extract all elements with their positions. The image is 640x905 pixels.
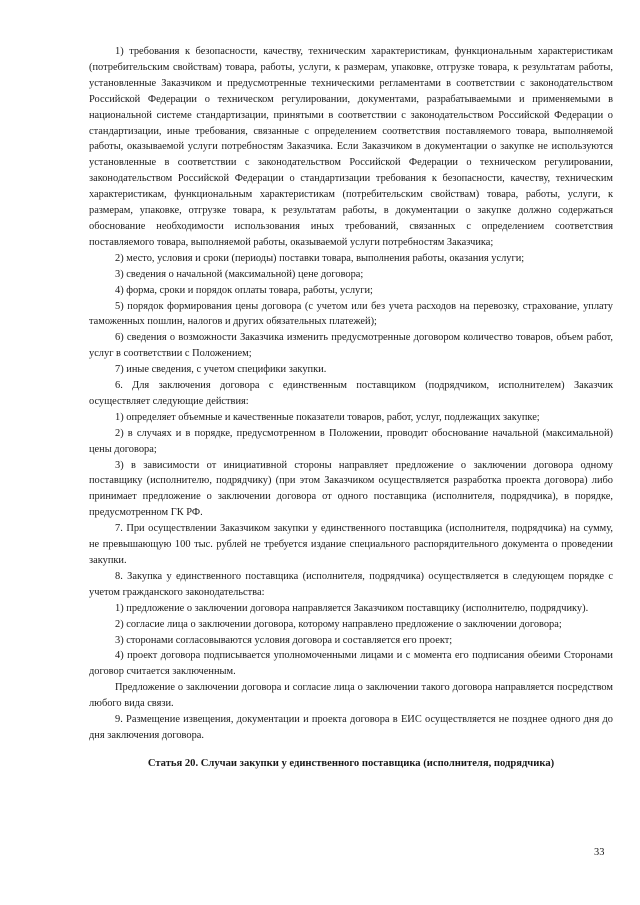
paragraph: 6. Для заключения договора с единственным поставщиком (подрядчиком, исполнителем) Заказчик осуществляет следующие действия: <box>89 380 613 407</box>
paragraph: 7) иные сведения, с учетом специфики закупки. <box>115 364 327 376</box>
paragraph: 6) сведения о возможности Заказчика изменить предусмотренные договором количество товаров, объем работ, услуг в соответствии с Положением; <box>89 332 613 360</box>
paragraph: 1) предложение о заключении договора направляется Заказчиком поставщику (исполнителю, подрядчику). <box>115 602 589 614</box>
paragraph: 2) согласие лица о заключении договора, которому направлено предложение о заключении договора; <box>115 618 562 630</box>
paragraph: 4) проект договора подписывается уполномоченными лицами и с момента его подписания обеими Сторонами договор считается заключенным. <box>89 650 613 678</box>
paragraph: 9. Размещение извещения, документации и проекта договора в ЕИС осуществляется не позднее одного дня до дня заключения договора. <box>89 714 613 741</box>
paragraph: 1) определяет объемные и качественные показатели товаров, работ, услуг, подлежащих закупке; <box>115 411 540 423</box>
paragraph: 3) в зависимости от инициативной стороны направляет предложение о заключении договора одному поставщику (исполнителю, подрядчику) (при этом Заказчиком осуществляется разработка проекта договора) либо принимает предложение о заключении договора от одного поставщика (исполнителя, подрядчика), в порядке, предусмотренном ГК РФ. <box>89 459 613 519</box>
paragraph: 1) требования к безопасности, качеству, техническим характеристикам, функциональным характеристикам (потребительским свойствам) товара, работы, услуги, к размерам, упаковке, отгрузке товара, к результатам работы, установленные Заказчиком и предусмотренные техническими регламентами в соответствии с законодательством Российской Федерации о техническом регулировании, документами, разрабатываемыми и применяемыми в национальной системе стандартизации, принятыми в соответствии с законодательством Российской Федерации о стандартизации, иные требования, связанные с определением соответствия поставляемого товара, выполняемой работы, оказываемой услуги потребностям Заказчика. Если Заказчиком в документации о закупке не используются установленные в соответствии с законодательством Российской Федерации о техническом регулировании, законодательством Российской Федерации о стандартизации требования к безопасности, качеству, техническим характеристикам, функциональным характеристикам (потребительским свойствам) товара, работы, услуги, к размерам, упаковке, отгрузке товара, к результатам работы, в документации о закупке должно содержаться обоснование необходимости использования иных требований, связанных с определением соответствия поставляемого товара, выполняемой работы, оказываемой услуги потребностям Заказчика; <box>89 46 613 248</box>
paragraph: 3) сторонами согласовываются условия договора и составляется его проект; <box>115 634 453 646</box>
paragraph: 5) порядок формирования цены договора (с учетом или без учета расходов на перевозку, страхование, уплату таможенных пошлин, налогов и других обязательных платежей); <box>89 300 613 328</box>
paragraph: 2) в случаях и в порядке, предусмотренном в Положении, проводит обоснование начальной (максимальной) цены договора; <box>89 427 613 455</box>
article-heading: Статья 20. Случаи закупки у единственного поставщика (исполнителя, подрядчика) <box>147 757 555 769</box>
page-number: 33 <box>594 847 605 858</box>
paragraph: 8. Закупка у единственного поставщика (исполнителя, подрядчика) осуществляется в следующем порядке с учетом гражданского законодательства: <box>89 570 613 598</box>
paragraph: 4) форма, сроки и порядок оплаты товара, работы, услуги; <box>115 284 373 296</box>
paragraph: 7. При осуществлении Заказчиком закупки у единственного поставщика (исполнителя, подрядчика) на сумму, не превышающую 100 тыс. рублей не требуется издание специального распорядительного документа о проведении закупки. <box>89 523 613 566</box>
paragraph: 3) сведения о начальной (максимальной) цене договора; <box>115 268 364 280</box>
document-body <box>89 44 613 772</box>
paragraph: Предложение о заключении договора и согласие лица о заключении такого договора направляется посредством любого вида связи. <box>89 682 613 710</box>
paragraph: 2) место, условия и сроки (периоды) поставки товара, выполнения работы, оказания услуги; <box>115 252 525 264</box>
